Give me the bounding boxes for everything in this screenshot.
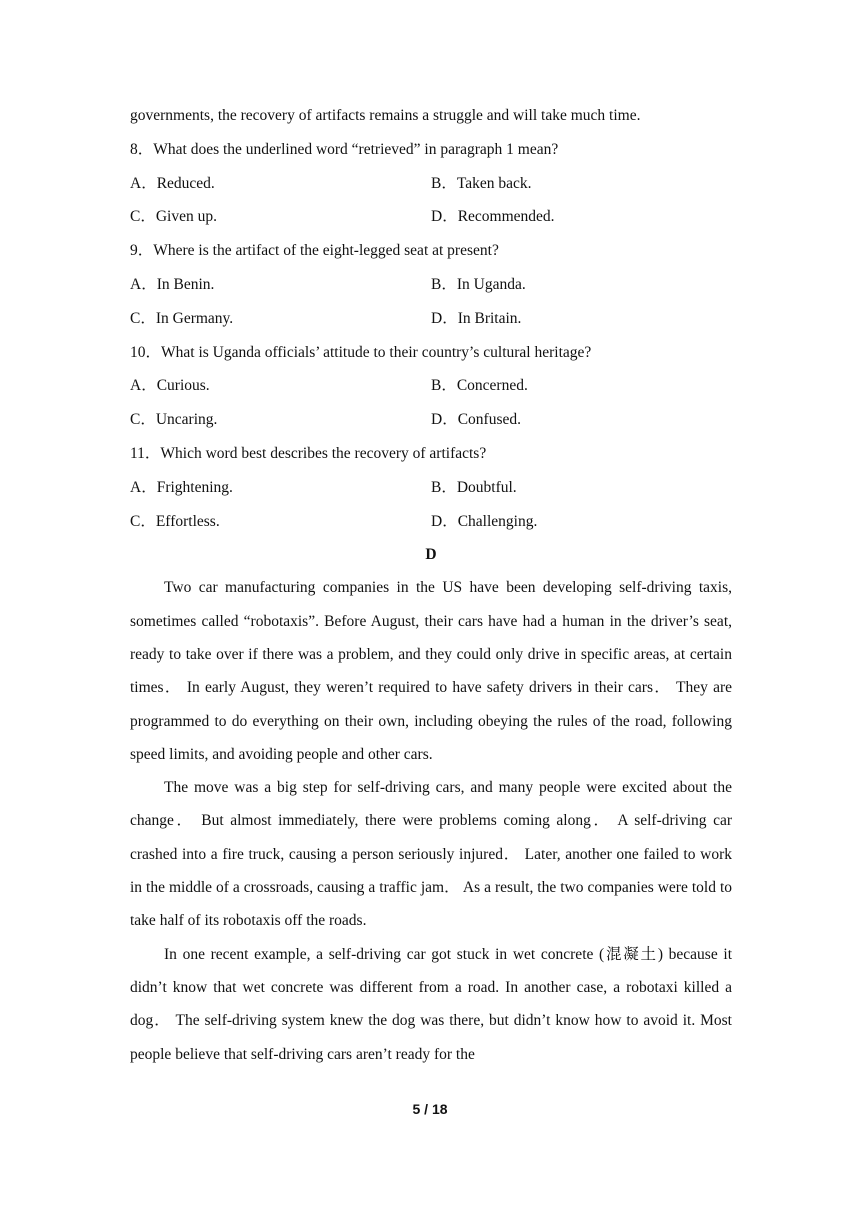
option-c: C．Uncaring. <box>130 411 218 429</box>
option-b: B．Doubtful. <box>431 478 517 496</box>
option-c: C．In Germany. <box>130 309 234 327</box>
passage-paragraph: Two car manufacturing companies in the US have been developing self-driving taxis, sometimes called “robotaxis”. Before August, their cars have had a human in the driver’s seat, ready to take over if there was a problem, and they could only drive in specific areas, at certain times． In early August, they weren’t required to have safety drivers in their cars． They are programmed to do everything on their own, including obeying the rules of the road, following speed limits, and avoiding people and other cars. <box>130 579 732 763</box>
question-10 <box>130 341 732 442</box>
options-row <box>130 476 732 510</box>
section-heading: D <box>425 546 437 564</box>
option-b: B．Concerned. <box>431 377 528 395</box>
question-9 <box>130 239 732 340</box>
question-stem: 10．What is Uganda officials’ attitude to their country’s cultural heritage? <box>130 343 592 361</box>
page-content <box>130 104 732 1071</box>
option-b: B．Taken back. <box>431 174 532 192</box>
option-d: D．Recommended. <box>431 208 555 226</box>
passage-paragraph: The move was a big step for self-driving cars, and many people were excited about the change． But almost immediately, there were problems coming along． A self-driving car crashed into a fire truck, causing a person seriously injured． Later, another one failed to work in the middle of a crossroads, causing a traffic jam． As a result, the two companies were told to take half of its robotaxis off the roads. <box>130 779 732 930</box>
option-d: D．Challenging. <box>431 512 538 530</box>
options-row <box>130 307 732 341</box>
passage-paragraph: In one recent example, a self-driving car got stuck in wet concrete (混凝土) because it didn’t know that wet concrete was different from a road. In another case, a robotaxi killed a dog． The self-driving system knew the dog was there, but didn’t know how to avoid it. Most people believe that self-driving cars aren’t ready for the <box>130 945 732 1063</box>
page-number: 5 / 18 <box>412 1101 448 1117</box>
option-a: A．Curious. <box>130 377 210 395</box>
lead-line: governments, the recovery of artifacts remains a struggle and will take much time. <box>130 107 641 124</box>
options-row <box>130 408 732 442</box>
option-c: C．Effortless. <box>130 512 220 530</box>
options-row <box>130 374 732 408</box>
option-a: A．In Benin. <box>130 275 215 293</box>
option-a: A．Reduced. <box>130 174 215 192</box>
options-row <box>130 205 732 239</box>
question-8 <box>130 138 732 239</box>
options-row <box>130 172 732 206</box>
question-stem: 11．Which word best describes the recovery of artifacts? <box>130 444 487 462</box>
options-row <box>130 273 732 307</box>
option-c: C．Given up. <box>130 208 217 226</box>
option-a: A．Frightening. <box>130 478 233 496</box>
question-stem: 8．What does the underlined word “retrieved” in paragraph 1 mean? <box>130 140 559 158</box>
option-d: D．Confused. <box>431 411 521 429</box>
question-11 <box>130 442 732 543</box>
option-b: B．In Uganda. <box>431 275 526 293</box>
options-row <box>130 510 732 544</box>
option-d: D．In Britain. <box>431 309 522 327</box>
question-stem: 9．Where is the artifact of the eight-legged seat at present? <box>130 242 499 260</box>
